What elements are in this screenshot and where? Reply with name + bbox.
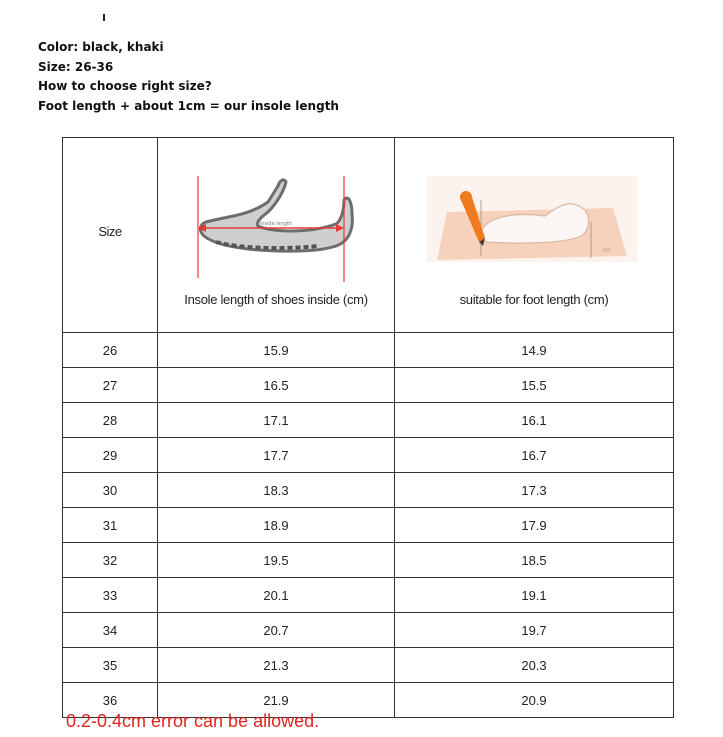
cell-foot: 19.7 — [395, 613, 674, 648]
header-insole-caption: Insole length of shoes inside (cm) — [184, 292, 368, 307]
cell-insole: 20.7 — [158, 613, 395, 648]
table-row — [63, 508, 674, 543]
cell-foot: 17.3 — [395, 473, 674, 508]
table-row — [63, 578, 674, 613]
cell-foot: 20.9 — [395, 683, 674, 718]
size-line: Size: 26-36 — [38, 59, 114, 74]
cell-insole: 17.1 — [158, 403, 395, 438]
cell-size: 35 — [63, 648, 158, 683]
question-line: How to choose right size? — [38, 79, 212, 94]
header-size: Size — [63, 138, 158, 333]
cell-size: 27 — [63, 368, 158, 403]
foot-illustration — [395, 172, 673, 287]
cell-foot: 18.5 — [395, 543, 674, 578]
cell-insole: 18.3 — [158, 473, 395, 508]
table-row — [63, 368, 674, 403]
header-insole-length — [158, 138, 395, 333]
cell-foot: 20.3 — [395, 648, 674, 683]
size-chart-table — [62, 137, 674, 718]
cell-size: 32 — [63, 543, 158, 578]
table-row — [63, 403, 674, 438]
cell-insole: 19.5 — [158, 543, 395, 578]
table-row — [63, 438, 674, 473]
cell-size: 34 — [63, 613, 158, 648]
insole-length-label: Inside length — [259, 221, 293, 227]
cell-size: 28 — [63, 403, 158, 438]
table-row — [63, 613, 674, 648]
table-row — [63, 473, 674, 508]
cell-insole: 15.9 — [158, 333, 395, 368]
formula-line: Foot length + about 1cm = our insole length — [38, 99, 339, 114]
insole-illustration — [158, 172, 394, 287]
tolerance-note: 0.2-0.4cm error can be allowed. — [66, 711, 320, 731]
cell-size: 33 — [63, 578, 158, 613]
color-line: Color: black, khaki — [38, 40, 164, 54]
cell-size: 36 — [63, 683, 158, 718]
cell-foot: 19.1 — [395, 578, 674, 613]
header-foot-length — [395, 138, 674, 333]
cell-foot: 16.7 — [395, 438, 674, 473]
cell-size: 30 — [63, 473, 158, 508]
cell-foot: 16.1 — [395, 403, 674, 438]
table-row — [63, 648, 674, 683]
cell-size: 29 — [63, 438, 158, 473]
cell-insole: 17.7 — [158, 438, 395, 473]
table-row — [63, 333, 674, 368]
header-foot-caption: suitable for foot length (cm) — [459, 292, 609, 307]
cell-insole: 16.5 — [158, 368, 395, 403]
cell-foot: 14.9 — [395, 333, 674, 368]
table-header-row — [63, 138, 674, 333]
table-row — [63, 543, 674, 578]
cell-insole: 20.1 — [158, 578, 395, 613]
cell-foot: 15.5 — [395, 368, 674, 403]
cell-size: 26 — [63, 333, 158, 368]
stray-mark — [103, 14, 105, 21]
product-info — [38, 38, 339, 117]
cell-insole: 21.3 — [158, 648, 395, 683]
shoe-insole-icon — [158, 172, 395, 284]
cell-insole: 18.9 — [158, 508, 395, 543]
cell-size: 31 — [63, 508, 158, 543]
cell-foot: 17.9 — [395, 508, 674, 543]
foot-measure-icon — [395, 172, 674, 284]
cell-insole: 21.9 — [158, 683, 395, 718]
